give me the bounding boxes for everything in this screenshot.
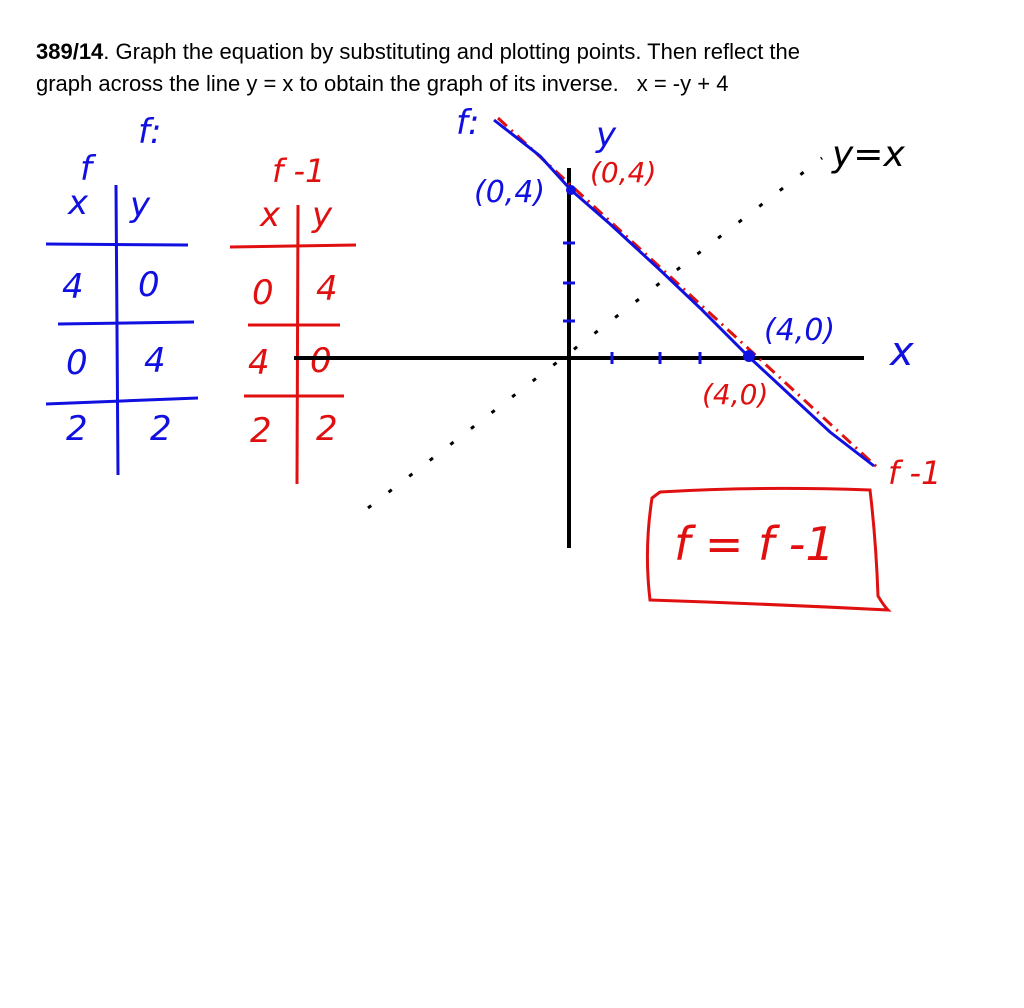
point-0-4 <box>566 185 576 195</box>
f-inverse-table-cell: 4 <box>248 343 270 383</box>
f-inverse-curve-label: f -1 <box>888 454 942 492</box>
f-table-cell: 0 <box>138 265 160 305</box>
f-inverse-table-cell: 4 <box>316 269 338 309</box>
f-table-header-y: y <box>130 185 151 225</box>
f-table-row-rule <box>46 398 198 404</box>
f-inverse-table-cell: 0 <box>310 341 332 381</box>
f-table-cell: 4 <box>62 267 84 307</box>
f-point-label: (4,0) <box>764 313 836 348</box>
x-axis-label: x <box>890 329 914 375</box>
f-table-title: f <box>80 149 92 189</box>
f-table-cell: 0 <box>66 343 88 383</box>
f-inverse-table <box>230 152 356 484</box>
problem-line-1: 389/14. Graph the equation by substituting and plotting points. Then reflect the <box>36 39 801 64</box>
f-table-vertical-rule <box>116 185 118 475</box>
problem-equation: x = -y + 4 <box>636 71 729 96</box>
f-table-cell: 4 <box>144 341 166 381</box>
conclusion-text: f = f -1 <box>674 517 835 571</box>
f-inverse-table-cell: 2 <box>316 409 338 449</box>
f-heading: f: <box>138 112 162 152</box>
identity-line-label: y=x <box>832 134 905 175</box>
f-line <box>494 120 874 466</box>
f-table-header-rule <box>46 244 188 245</box>
problem-number: 389/14 <box>36 39 104 64</box>
f-table-cell: 2 <box>150 409 172 449</box>
f-inverse-table-header-x: x <box>260 195 281 235</box>
f-table-cell: 2 <box>66 409 88 449</box>
f-inverse-point-label: (0,4) <box>590 156 657 189</box>
point-4-0 <box>743 350 755 362</box>
f-inverse-table-header-y: y <box>312 195 333 235</box>
y-axis-label: y <box>596 115 617 155</box>
f-curve-label: f: <box>456 103 480 143</box>
f-table <box>46 149 198 475</box>
f-inverse-table-cell: 0 <box>252 273 274 313</box>
f-table-row-rule <box>58 322 194 324</box>
f-table-header-x: x <box>68 183 89 223</box>
f-point-label: (0,4) <box>474 175 546 210</box>
f-inverse-table-header-rule <box>230 245 356 247</box>
f-inverse-point-label: (4,0) <box>702 378 769 411</box>
axis-ticks <box>563 243 700 364</box>
f-inverse-table-title: f -1 <box>272 152 326 190</box>
conclusion-box <box>647 488 888 610</box>
problem-line-2: graph across the line y = x to obtain the graph of its inverse. x = -y + 4 <box>36 71 729 96</box>
f-inverse-table-cell: 2 <box>250 411 272 451</box>
